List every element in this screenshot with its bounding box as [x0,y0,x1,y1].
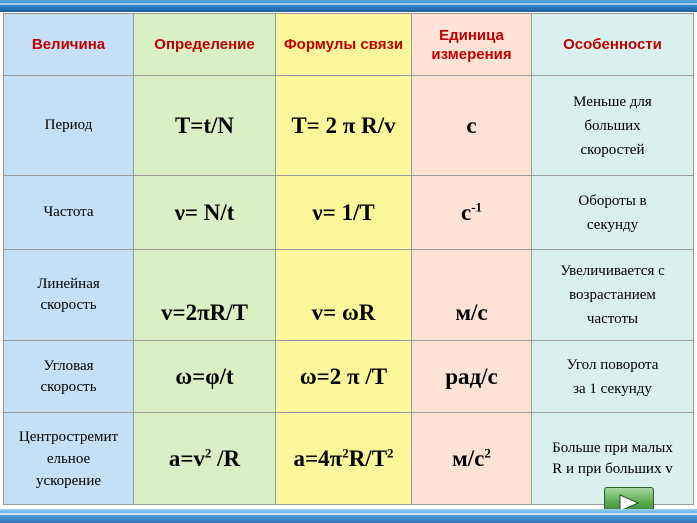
unit-exponent: 2 [484,444,491,460]
cell-unit [412,250,532,341]
physics-table [3,13,694,505]
feature-line: секунду [586,216,639,233]
table-row-centripetal-acceleration [4,413,694,505]
unit-text: с [466,112,477,138]
header-row [4,14,694,76]
cell-definition: ω=φ/t [134,341,276,413]
top-decor-bar [0,0,697,12]
unit-exponent: -1 [471,198,483,214]
header-formula: Формулы связи [276,14,412,76]
feature-line: Больше при малых [552,439,673,456]
quantity-text: скорость [40,297,97,313]
cell-definition: v=2πR/T [134,250,276,341]
feature-line: Обороты в [578,192,647,209]
quantity-text: ельное [46,450,91,467]
formula-exponent: 2 [204,444,212,460]
quantity-text: Угловая [43,357,94,374]
unit-text: м/с [455,300,488,325]
cell-definition [134,413,276,505]
unit-text: м/с [452,445,485,471]
cell-formula: v= ωR [276,250,412,341]
cell-definition: T=t/N [134,76,276,176]
cell-quantity [4,413,134,505]
cell-unit [412,176,532,250]
cell-unit [412,76,532,176]
header-features: Особенности [532,14,694,76]
feature-line: скоростей [580,141,645,158]
cell-formula: ω=2 π /T [276,341,412,413]
unit-text: с [460,199,472,225]
cell-quantity [4,76,134,176]
formula-part: a=v [168,445,205,471]
feature-line: за 1 секунду [573,380,652,397]
cell-unit [412,413,532,505]
cell-feature [532,250,694,341]
quantity-text: Частота [43,204,94,220]
table-row-frequency [4,176,694,250]
header-unit: Единица измерения [412,14,532,76]
cell-feature [532,176,694,250]
quantity-text: Центростремит [18,428,119,445]
quantity-text: Период [44,117,93,133]
cell-unit [412,341,532,413]
unit-text: рад/с [445,363,498,389]
table-row-period [4,76,694,176]
cell-quantity [4,250,134,341]
feature-line: больших [584,117,641,134]
feature-line: Увеличивается с [560,263,665,279]
cell-formula: ν= 1/T [276,176,412,250]
formula-exponent: 2 [342,444,349,460]
formula-part: /R [211,445,241,471]
cell-formula: T= 2 π R/v [276,76,412,176]
cell-formula [276,413,412,505]
formula-part: R/T [348,445,388,471]
table-row-linear-speed [4,250,694,341]
formula-exponent: 2 [387,444,394,460]
feature-line: возрастанием [569,287,656,303]
quantity-text: Линейная [37,276,100,292]
cell-feature [532,341,694,413]
cell-definition: ν= N/t [134,176,276,250]
feature-line: Угол поворота [566,356,659,373]
feature-line: частоты [586,311,639,327]
quantity-text: ускорение [35,472,102,489]
feature-line: R и при больших v [552,460,673,477]
cell-feature [532,76,694,176]
formula-part: a=4π [293,445,343,471]
cell-quantity [4,341,134,413]
feature-line: Меньше для [573,93,652,110]
cell-quantity [4,176,134,250]
bottom-decor-bar [0,509,697,523]
header-quantity: Величина [4,14,134,76]
table-row-angular-speed [4,341,694,413]
quantity-text: скорость [40,378,97,395]
header-definition: Определение [134,14,276,76]
